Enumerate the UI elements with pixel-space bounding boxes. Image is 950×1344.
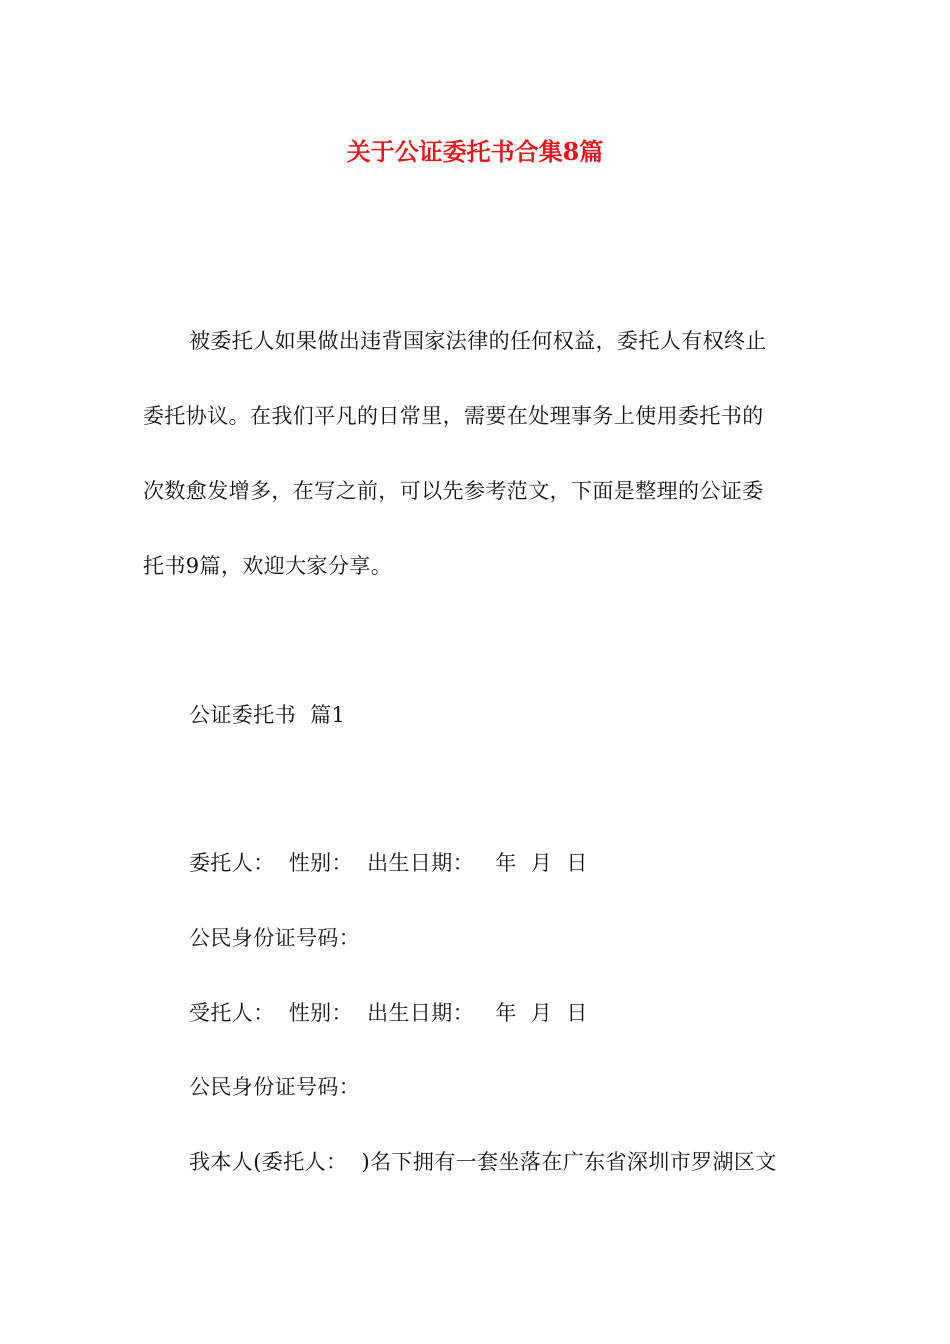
intro-line-4: 托书9篇，欢迎大家分享。 (143, 554, 393, 578)
principal-info-line: 委托人： 性别： 出生日期： 年 月 日 (189, 851, 588, 875)
document-title: 关于公证委托书合集8篇 (346, 137, 604, 166)
intro-line-3: 次数愈发增多，在写之前，可以先参考范文，下面是整理的公证委 (143, 479, 764, 503)
property-statement-line: 我本人(委托人： )名下拥有一套坐落在广东省深圳市罗湖区文 (189, 1150, 777, 1174)
agent-info-line: 受托人： 性别： 出生日期： 年 月 日 (189, 1001, 588, 1025)
agent-id-line: 公民身份证号码： (189, 1075, 361, 1099)
section-heading: 公证委托书 篇1 (189, 703, 346, 727)
principal-id-line: 公民身份证号码： (189, 926, 361, 950)
intro-line-1: 被委托人如果做出违背国家法律的任何权益，委托人有权终止 (189, 329, 767, 353)
intro-line-2: 委托协议。在我们平凡的日常里，需要在处理事务上使用委托书的 (143, 404, 764, 428)
